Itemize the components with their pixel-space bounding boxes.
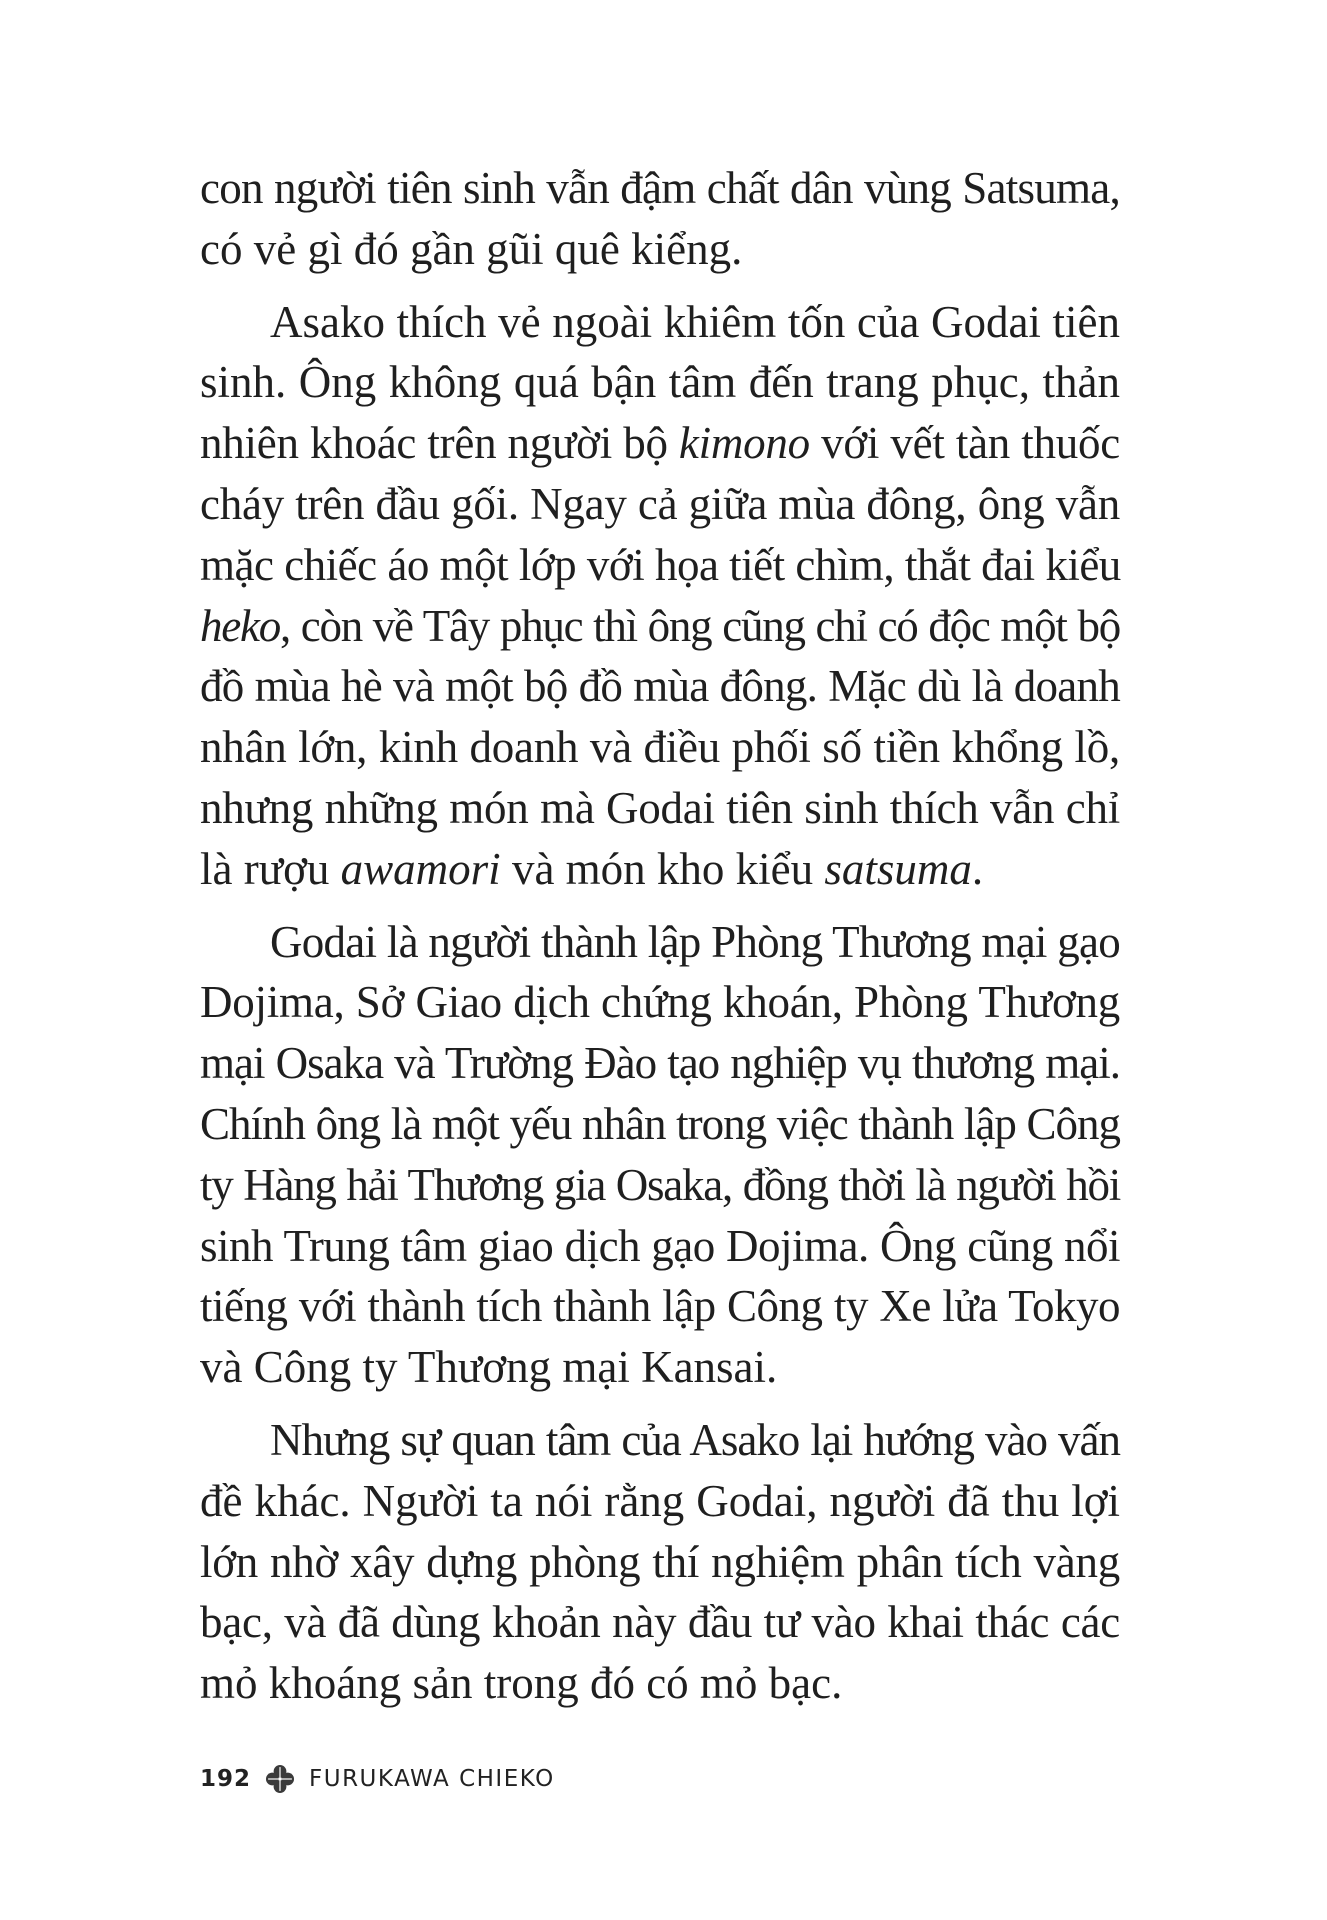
text-line xyxy=(200,1094,1120,1155)
paragraph xyxy=(200,292,1120,900)
text-line xyxy=(200,219,1120,280)
text-segment: mỏ khoáng sản trong đó có mỏ bạc. xyxy=(200,1658,843,1709)
text-line xyxy=(200,717,1120,778)
text-segment: nhưng những món mà Godai tiên sinh thích vẫn chỉ xyxy=(200,782,1120,833)
page-footer xyxy=(200,1762,555,1796)
text-line xyxy=(200,839,1120,900)
text-segment: Chính ông là một yếu nhân trong việc thành lập Công xyxy=(200,1098,1120,1149)
text-line xyxy=(200,535,1120,596)
text-segment: tiếng với thành tích thành lập Công ty Xe lửa Tokyo xyxy=(200,1281,1120,1332)
paragraph xyxy=(200,912,1120,1398)
text-segment: nhiên khoác trên người bộ xyxy=(200,418,679,469)
author-name: FURUKAWA CHIEKO xyxy=(309,1766,555,1792)
text-segment: mại Osaka và Trường Đào tạo nghiệp vụ thương mại. xyxy=(200,1038,1120,1089)
text-line xyxy=(200,413,1120,474)
page-number: 192 xyxy=(200,1766,252,1792)
text-line xyxy=(200,1155,1120,1216)
text-line xyxy=(200,778,1120,839)
text-line xyxy=(200,1653,1120,1714)
text-line xyxy=(200,1337,1120,1398)
text-segment: Nhưng sự quan tâm của Asako lại hướng vào vấn xyxy=(270,1414,1120,1465)
italic-term: satsuma xyxy=(824,843,972,894)
text-segment: sinh Trung tâm giao dịch gạo Dojima. Ông cũng nổi xyxy=(200,1220,1120,1271)
text-line xyxy=(200,1592,1120,1653)
text-line xyxy=(200,474,1120,535)
text-segment: , còn về Tây phục thì ông cũng chỉ có độc một bộ xyxy=(279,600,1120,651)
text-line xyxy=(200,158,1120,219)
text-segment: có vẻ gì đó gần gũi quê kiểng. xyxy=(200,223,743,274)
text-segment: với vết tàn thuốc xyxy=(809,418,1120,469)
italic-term: kimono xyxy=(678,418,810,469)
text-segment: lớn nhờ xây dựng phòng thí nghiệm phân tích vàng xyxy=(200,1536,1120,1587)
paragraph xyxy=(200,158,1120,280)
text-line xyxy=(200,1033,1120,1094)
text-segment: Dojima, Sở Giao dịch chứng khoán, Phòng Thương xyxy=(200,977,1120,1028)
italic-term: awamori xyxy=(340,843,501,894)
text-line xyxy=(200,292,1120,353)
text-segment: bạc, và đã dùng khoản này đầu tư vào khai thác các xyxy=(200,1597,1120,1648)
text-line xyxy=(200,1532,1120,1593)
text-line xyxy=(200,352,1120,413)
book-page-text xyxy=(200,158,1120,1714)
text-line xyxy=(200,596,1120,657)
text-line xyxy=(200,912,1120,973)
clover-icon xyxy=(263,1762,297,1796)
text-line xyxy=(200,1216,1120,1277)
paragraph xyxy=(200,1410,1120,1714)
text-segment: mặc chiếc áo một lớp với họa tiết chìm, thắt đai kiểu xyxy=(200,539,1121,590)
text-line xyxy=(200,1410,1120,1471)
text-segment: và món kho kiểu xyxy=(500,843,825,894)
text-segment: con người tiên sinh vẫn đậm chất dân vùng Satsuma, xyxy=(200,163,1120,213)
text-segment: đề khác. Người ta nói rằng Godai, người đã thu lợi xyxy=(200,1475,1120,1526)
text-segment: là rượu xyxy=(200,843,341,894)
text-segment: cháy trên đầu gối. Ngay cả giữa mùa đông, ông vẫn xyxy=(200,478,1120,529)
text-segment: và Công ty Thương mại Kansai. xyxy=(200,1342,778,1393)
text-segment: Godai là người thành lập Phòng Thương mại gạo xyxy=(270,916,1120,967)
text-segment: . xyxy=(971,843,984,894)
italic-term: heko xyxy=(200,600,280,651)
text-segment: ty Hàng hải Thương gia Osaka, đồng thời là người hồi xyxy=(200,1159,1120,1210)
text-segment: đồ mùa hè và một bộ đồ mùa đông. Mặc dù là doanh xyxy=(200,661,1120,712)
text-segment: sinh. Ông không quá bận tâm đến trang phục, thản xyxy=(200,357,1120,408)
text-line xyxy=(200,1471,1120,1532)
text-line xyxy=(200,972,1120,1033)
text-segment: Asako thích vẻ ngoài khiêm tốn của Godai tiên xyxy=(270,296,1120,347)
text-segment: nhân lớn, kinh doanh và điều phối số tiền khổng lồ, xyxy=(200,722,1120,773)
text-line xyxy=(200,1276,1120,1337)
text-line xyxy=(200,656,1120,717)
